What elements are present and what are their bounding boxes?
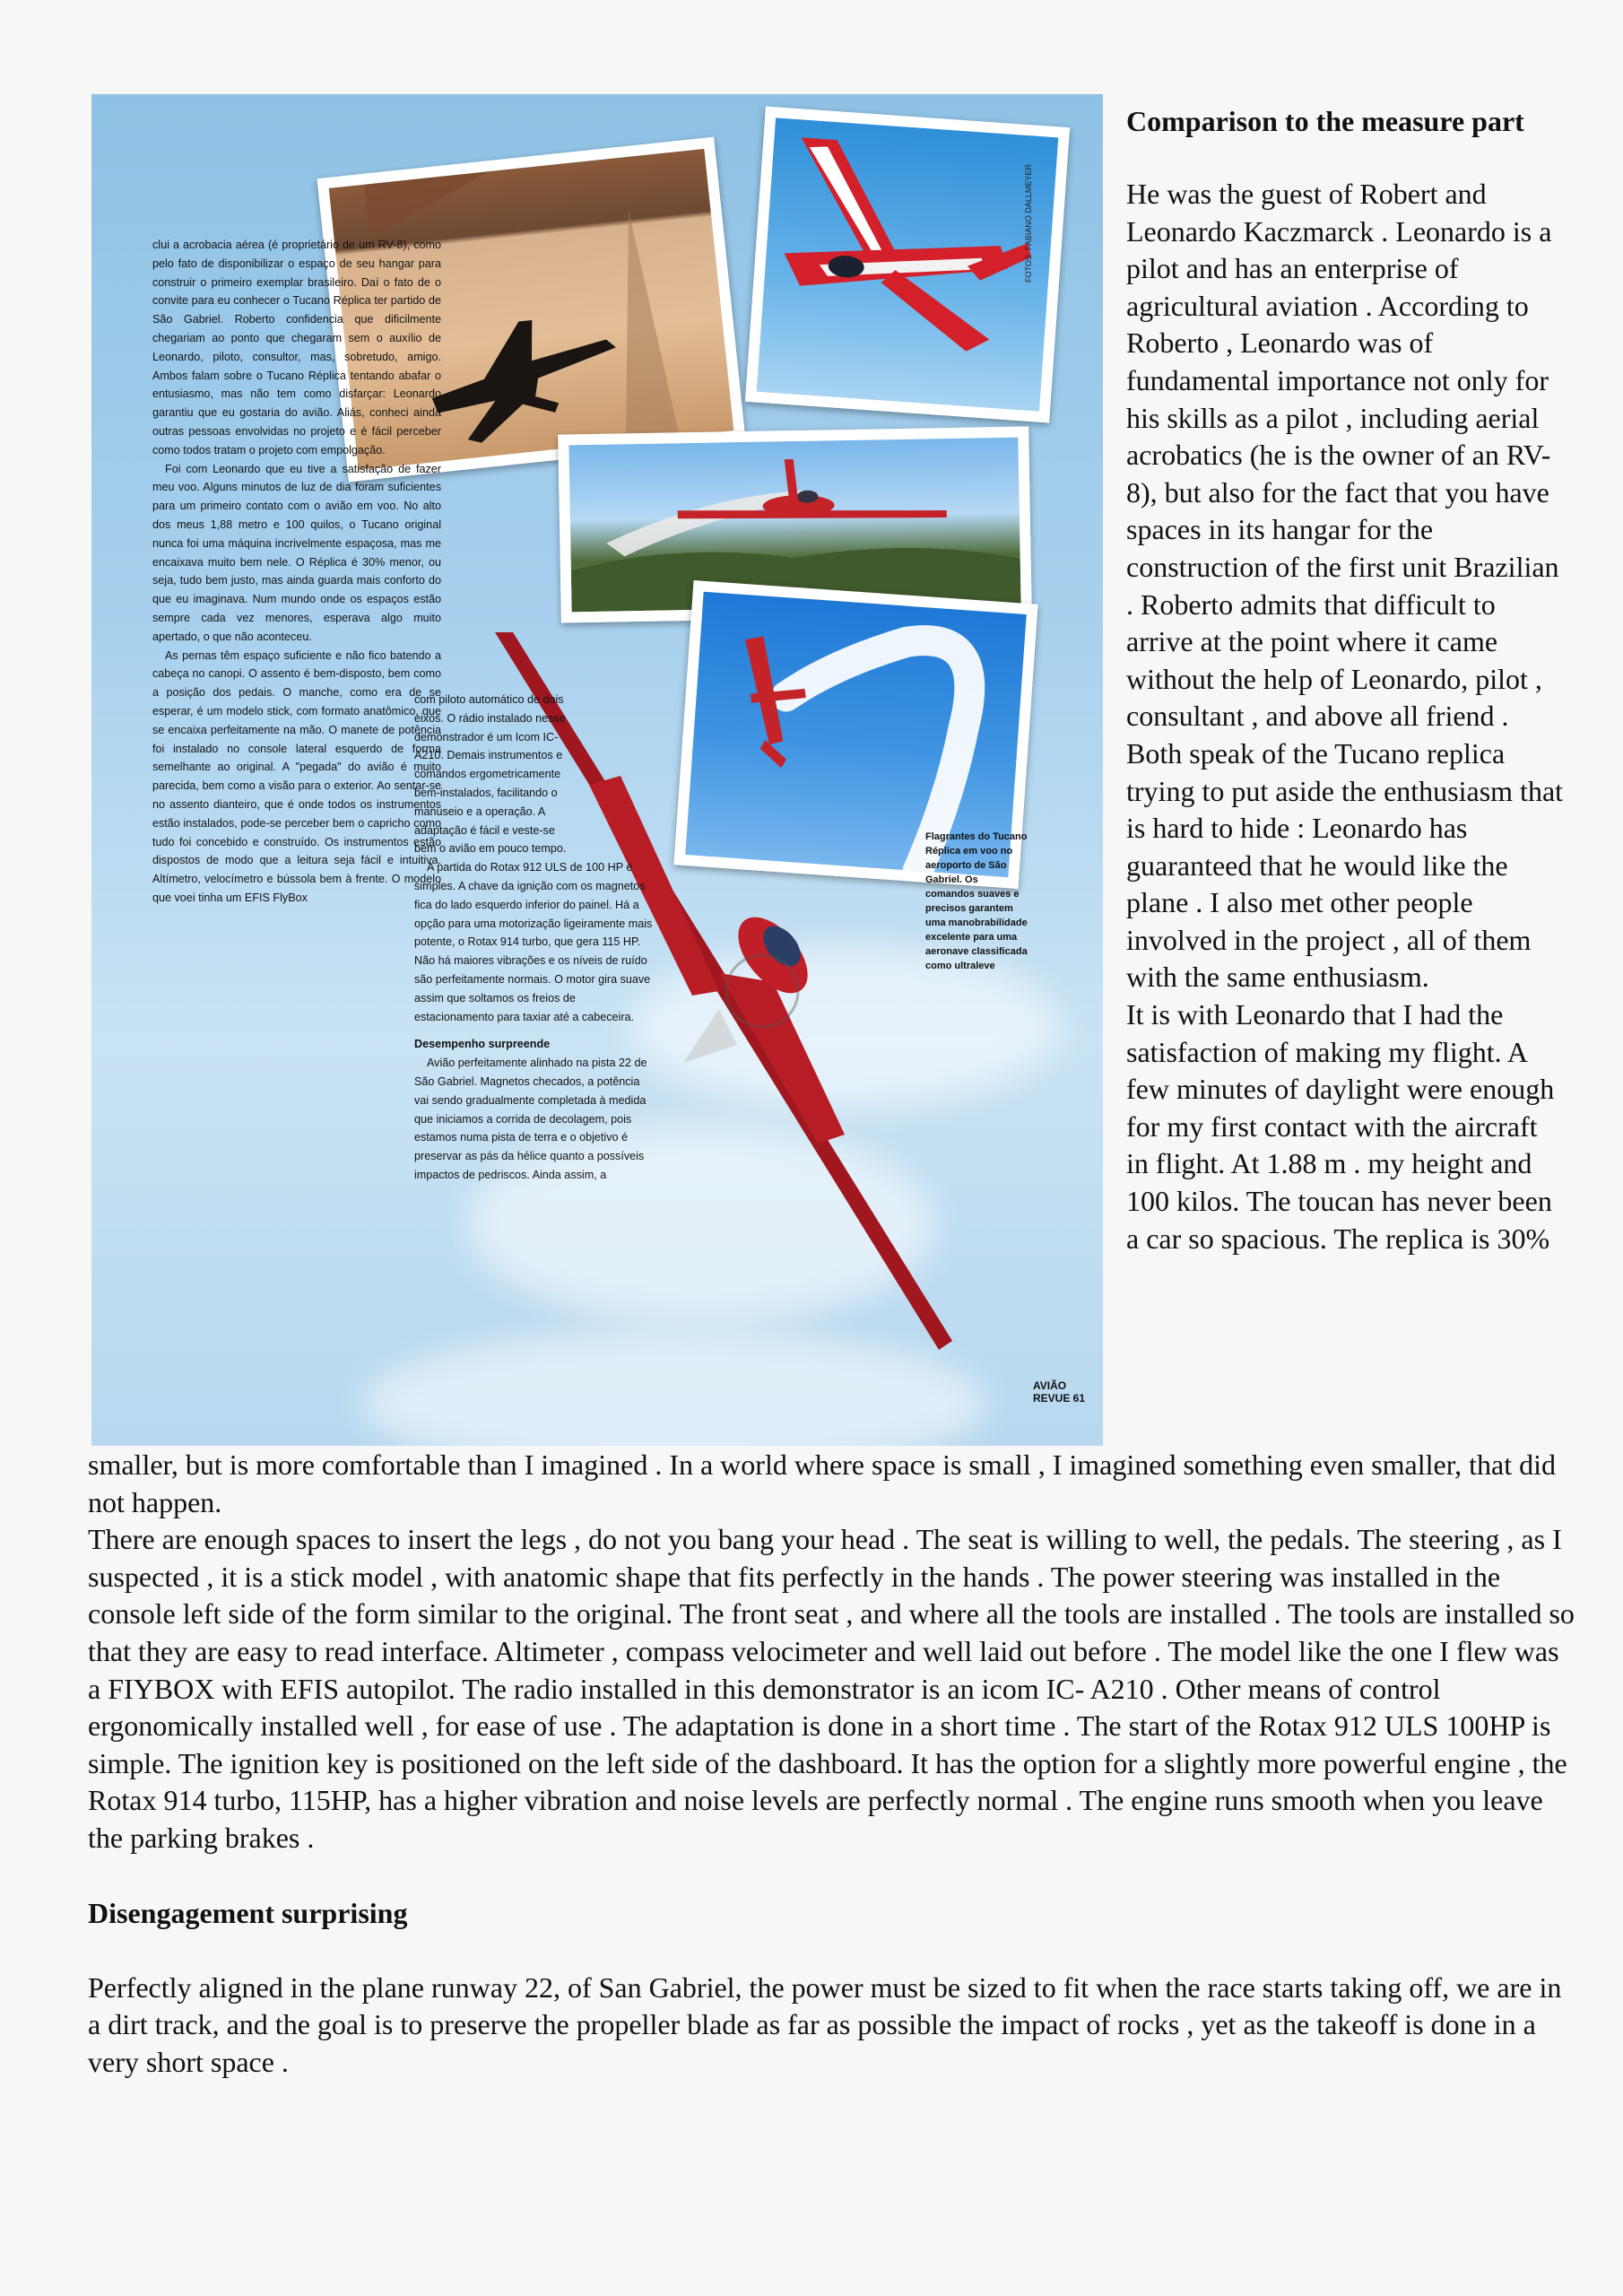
english-side-column — [1126, 103, 1566, 1257]
magazine-left-column — [152, 236, 441, 908]
english-paragraph: There are enough spaces to insert the legs , do not you bang your head . The seat is willing to well, the pedals. The steering , as I suspected , it is a stick model , with anatomic shape that fits perfectly in the hands . The power steering was installed in the console left side of the form similar to the original. The front seat , and where all the tools are installed . The tools are installed so that they are easy to read interface. Altimeter , compass velocimeter and well laid out before . The model like the one I flew was a FIYBOX with EFIS autopilot. The radio installed in this demonstrator is an icom IC- A210 . Other means of control ergonomically installed well , for ease of use . The adaptation is done in a short time . The start of the Rotax 912 ULS 100HP is simple. The ignition key is positioned on the left side of the dashboard. It has the option for a slightly more powerful engine , the Rotax 914 turbo, 115HP, has a higher vibration and noise levels are perfectly normal . The engine runs smooth when you leave the parking brakes . — [88, 1523, 1575, 1854]
page-footer: AVIÃO REVUE 61 — [1033, 1379, 1086, 1405]
section-heading-disengagement: Disengagement surprising — [88, 1896, 408, 1929]
magazine-paragraph: com piloto automático de dois eixos. O rádio instalado nesse demonstrador é um Icom IC-A210. Demais instrumentos e comandos ergometricamente bem-instalados, facilitando o manuseio e a operação. A adaptação é fácil e veste-se bem o avião em pouco tempo. — [414, 693, 567, 856]
english-wide-text — [88, 1447, 1576, 2081]
magazine-mid-column — [414, 691, 656, 1185]
magazine-paragraph: clui a acrobacia aérea (é proprietário de um RV-8), como pelo fato de disponibilizar o espaço de seu hangar para construir o primeiro exemplar brasileiro. Daí o fato de o convite para eu conhecer o Tucano Réplica ter partido de São Gabriel. Roberto confidencia que dificilmente chegariam ao ponto que chegaram sem o auxílio de Leonardo, piloto, consultor, mas, sobretudo, amigo. Ambos falam sobre o Tucano Réplica tentando abafar o entusiasmo, mas não tem como disfarçar: Leonardo garantiu que eu gostaria do avião. Aliás, conheci ainda outras pessoas envolvidas no projeto e é fácil perceber como todos tratam o projeto com empolgação. — [152, 239, 441, 457]
magazine-paragraph: A partida do Rotax 912 ULS de 100 HP é simples. A chave da ignição com os magnetos fica do lado esquerdo inferior do painel. Há a opção para uma motorização ligeiramente mais potente, o Rotax 914 turbo, que gera 115 HP. Não há maiores vibrações e os níveis de ruído são perfeitamente normais. O motor gira suave assim que soltamos os freios de estacionamento para taxiar até a cabeceira. — [414, 861, 653, 1023]
english-paragraph: Perfectly aligned in the plane runway 22, of San Gabriel, the power must be sized to fit when the race starts taking off, we are in a dirt track, and the goal is to preserve the propeller blade as far as possible the impact of rocks , yet as the takeoff is done in a very short space . — [88, 1970, 1562, 2078]
magazine-paragraph: As pernas têm espaço suficiente e não fico batendo a cabeça no canopi. O assento é bem-disposto, bem como a posição dos pedais. O manche, como era de se esperar, é um modelo stick, com formato anatômico, que se encaixa perfeitamente na mão. O manete de potência foi instalado no console lateral esquerdo de forma semelhante ao original. A "pegada" do avião é muito parecida, bem como a visão para o exterior. Ao sentar-se no assento dianteiro, que é onde todos os instrumentos estão instalados, pode-se perceber bem o capricho como tudo foi concebido e construído. Os instrumentos estão dispostos de modo que a leitura seja fácil e intuitiva. Altímetro, velocímetro e bússola bem à frente. O modelo que voei tinha um EFIS FlyBox — [152, 648, 441, 904]
english-paragraph: smaller, but is more comfortable than I imagined . In a world where space is small , I imagined something even smaller, that did not happen. — [88, 1448, 1556, 1518]
magazine-paragraph: Avião perfeitamente alinhado na pista 22 de São Gabriel. Magnetos checados, a potência vai sendo gradualmente completada à medida que iniciamos a corrida de decolagem, pois estamos numa pista de terra e o objetivo é preservar as pás da hélice quanto a possíveis impactos de pedriscos. Ainda assim, a — [414, 1057, 647, 1181]
magazine-subheading: Desempenho surpreende — [414, 1038, 551, 1051]
english-paragraph: He was the guest of Robert and Leonardo Kaczmarck . Leonardo is a pilot and has an enterprise of agricultural aviation . According to Roberto , Leonardo was of fundamental importance not only for his skills as a pilot , including aerial acrobatics (he is the owner of an RV- 8), but also for the fact that you have spaces in its hangar for the construction of the first unit Brazilian . Roberto admits that difficult to arrive at the point where it came without the help of Leonardo, pilot , consultant , and above all friend . Both speak of the Tucano replica trying to put aside the enthusiasm that is hard to hide : Leonardo has guaranteed that he would like the plane . I also met other people involved in the project , all of them with the same enthusiasm. — [1126, 178, 1564, 994]
photo-caption: Flagrantes do Tucano Réplica em voo no aeroporto de São Gabriel. Os comandos suaves e precisos garantem uma manobrabilidade excelente para uma aeronave classificada como ultraleve — [925, 831, 1028, 971]
photo-credit: FOTOS: FABIANO DALLMEYER — [1024, 164, 1033, 283]
english-paragraph: It is with Leonardo that I had the satisfaction of making my flight. A few minutes of daylight were enough for my first contact with the aircraft in flight. At 1.88 m . my height and 100 kilos. The toucan has never been a car so spacious. The replica is 30% — [1126, 998, 1555, 1255]
section-heading-comparison: Comparison to the measure part — [1126, 105, 1524, 137]
magazine-scan — [91, 94, 1103, 1446]
magazine-paragraph: Foi com Leonardo que eu tive a satisfação de fazer meu voo. Alguns minutos de luz de dia foram suficientes para um primeiro contato com o avião em voo. No alto dos meus 1,88 metro e 100 quilos, o Tucano original nunca foi uma máquina incrivelmente espaçosa, mas me encaixava muito bem nele. O Réplica é 30% menor, ou seja, tudo bem justo, mas ainda guarda mais conforto do que eu imaginava. Num mundo onde os espaços estão sempre cada vez menores, esperava algo muito apertado, o que não aconteceu. — [152, 462, 441, 643]
